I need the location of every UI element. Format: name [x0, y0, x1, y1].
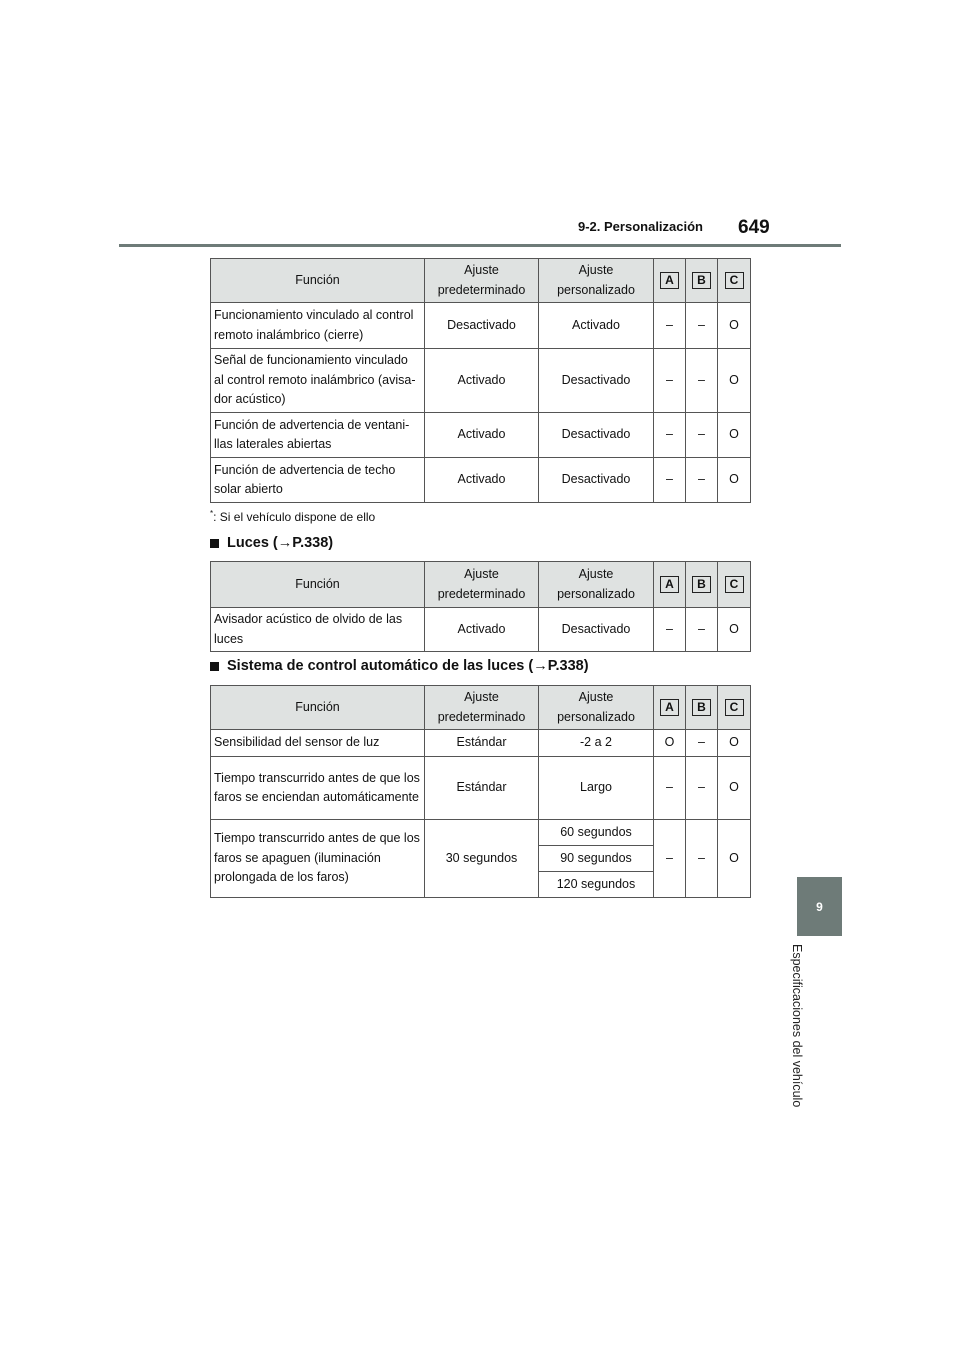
col-header-func: Función	[211, 686, 425, 730]
cell-func: Funcionamiento vinculado al control remoto inalámbrico (cierre)	[211, 303, 425, 349]
cell-func: Función de advertencia de techo solar abierto	[211, 458, 425, 503]
cell-a: O	[654, 730, 686, 757]
cell-a: –	[654, 413, 686, 458]
cell-func: Avisador acústico de olvido de las luces	[211, 608, 425, 652]
section-title-text: Luces (→P.338)	[227, 535, 334, 551]
settings-table-3	[210, 685, 751, 898]
box-letter-a: A	[660, 272, 679, 289]
col-header-default: Ajuste predeterminado	[425, 686, 539, 730]
box-letter-c: C	[725, 272, 744, 289]
cell-func: Tiempo transcurrido antes de que los faros se enciendan automáticamente	[211, 757, 425, 820]
cell-b: –	[686, 303, 718, 349]
col-header-func: Función	[211, 562, 425, 608]
cell-custom-option: 120 segundos	[539, 872, 654, 898]
col-header-custom: Ajuste personalizado	[539, 686, 654, 730]
cell-c: O	[718, 820, 751, 898]
cell-default: Activado	[425, 349, 539, 413]
cell-a: –	[654, 303, 686, 349]
cell-b: –	[686, 757, 718, 820]
box-letter-b: B	[692, 699, 711, 716]
table-row	[211, 303, 751, 349]
cell-default: Activado	[425, 413, 539, 458]
cell-b: –	[686, 413, 718, 458]
col-header-default: Ajuste predeterminado	[425, 562, 539, 608]
cell-custom: -2 a 2	[539, 730, 654, 757]
cell-func: Señal de funcionamiento vinculado al control remoto inalámbrico (avisador acústico)	[211, 349, 425, 413]
col-header-custom: Ajuste personalizado	[539, 259, 654, 303]
cell-default: 30 segundos	[425, 820, 539, 898]
section-title-text: Sistema de control automático de las luces (→P.338)	[227, 658, 589, 674]
cell-b: –	[686, 820, 718, 898]
cell-c: O	[718, 608, 751, 652]
cell-default: Activado	[425, 608, 539, 652]
cell-custom: Activado	[539, 303, 654, 349]
section-title-luces	[210, 535, 333, 551]
cell-c: O	[718, 349, 751, 413]
cell-func: Función de advertencia de ventanillas laterales abiertas	[211, 413, 425, 458]
cell-c: O	[718, 757, 751, 820]
table-row	[211, 608, 751, 652]
cell-b: –	[686, 458, 718, 503]
footnote	[210, 509, 375, 524]
header-rule	[119, 244, 841, 247]
chapter-tab	[797, 877, 842, 936]
cell-c: O	[718, 303, 751, 349]
settings-table-2	[210, 561, 751, 652]
cell-c: O	[718, 458, 751, 503]
cell-default: Estándar	[425, 757, 539, 820]
col-header-custom: Ajuste personalizado	[539, 562, 654, 608]
table-row	[211, 820, 751, 846]
footnote-text: : Si el vehículo dispone de ello	[213, 510, 376, 524]
table-row	[211, 730, 751, 757]
section-title-auto	[210, 658, 589, 674]
col-header-b	[686, 259, 718, 303]
col-header-b	[686, 686, 718, 730]
cell-custom: Desactivado	[539, 608, 654, 652]
cell-a: –	[654, 820, 686, 898]
chapter-label: Especificaciones del vehículo	[790, 944, 804, 1108]
box-letter-b: B	[692, 576, 711, 593]
square-bullet-icon	[210, 539, 219, 548]
cell-default: Desactivado	[425, 303, 539, 349]
cell-a: –	[654, 458, 686, 503]
box-letter-c: C	[725, 576, 744, 593]
settings-table-1	[210, 258, 751, 503]
cell-default: Estándar	[425, 730, 539, 757]
cell-custom-option: 60 segundos	[539, 820, 654, 846]
cell-custom-option: 90 segundos	[539, 846, 654, 872]
table-row	[211, 349, 751, 413]
col-header-c	[718, 259, 751, 303]
cell-custom: Desactivado	[539, 349, 654, 413]
square-bullet-icon	[210, 662, 219, 671]
cell-func: Tiempo transcurrido antes de que los faros se apaguen (iluminación prolongada de los faros)	[211, 820, 425, 898]
cell-b: –	[686, 608, 718, 652]
col-header-a	[654, 562, 686, 608]
cell-custom: Desactivado	[539, 458, 654, 503]
col-header-a	[654, 686, 686, 730]
col-header-c	[718, 562, 751, 608]
col-header-default: Ajuste predeterminado	[425, 259, 539, 303]
chapter-number: 9	[816, 899, 823, 914]
footnote-mark: *	[210, 509, 214, 518]
cell-b: –	[686, 730, 718, 757]
cell-c: O	[718, 730, 751, 757]
box-letter-b: B	[692, 272, 711, 289]
cell-b: –	[686, 349, 718, 413]
col-header-c	[718, 686, 751, 730]
cell-custom: Desactivado	[539, 413, 654, 458]
cell-func: Sensibilidad del sensor de luz	[211, 730, 425, 757]
col-header-func: Función	[211, 259, 425, 303]
cell-a: –	[654, 349, 686, 413]
col-header-a	[654, 259, 686, 303]
col-header-b	[686, 562, 718, 608]
cell-a: –	[654, 757, 686, 820]
box-letter-c: C	[725, 699, 744, 716]
cell-a: –	[654, 608, 686, 652]
cell-c: O	[718, 413, 751, 458]
cell-default: Activado	[425, 458, 539, 503]
box-letter-a: A	[660, 576, 679, 593]
section-header-title: 9-2. Personalización	[578, 219, 703, 234]
box-letter-a: A	[660, 699, 679, 716]
page-number: 649	[738, 217, 770, 238]
cell-custom: Largo	[539, 757, 654, 820]
table-row	[211, 757, 751, 820]
table-row	[211, 458, 751, 503]
table-row	[211, 413, 751, 458]
